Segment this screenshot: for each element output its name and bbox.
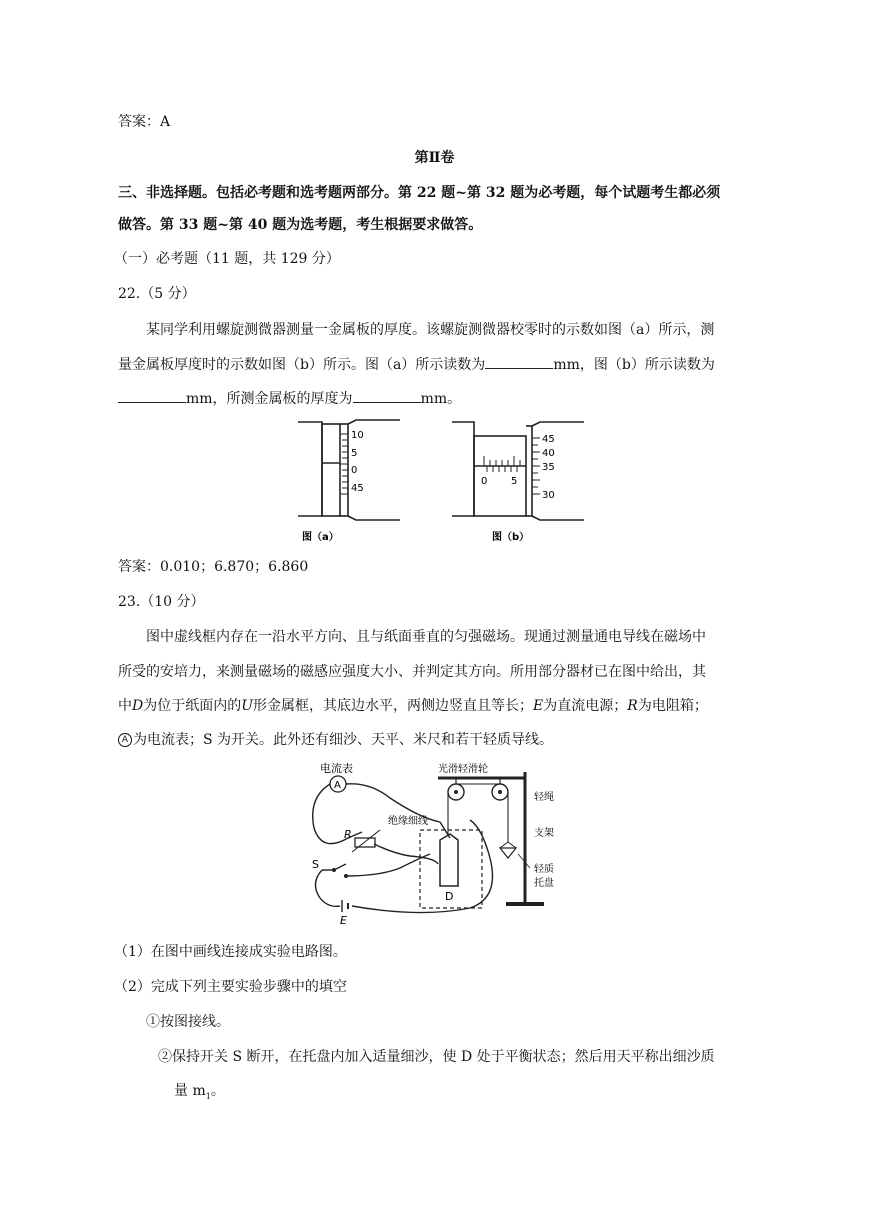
q23-line3-U: U	[241, 698, 254, 714]
fig-a-caption: 图（a）	[302, 532, 339, 543]
label-R: R	[344, 828, 352, 841]
micrometer-figure-a	[296, 418, 406, 548]
q23-step2-line2	[174, 1081, 225, 1107]
q23-step2-subscript: 1	[205, 1091, 211, 1101]
q22-text-line2-b: mm，图（b）所示读数为	[553, 357, 715, 373]
fig-b-main-scale-5: 5	[511, 476, 518, 487]
fig-a-tick-3: 45	[351, 483, 364, 494]
label-rope: 轻绳	[534, 792, 554, 803]
q23-line3-D: D	[132, 698, 144, 714]
label-S: S	[312, 858, 319, 871]
q23-line3-b: 为位于纸面内的	[143, 698, 242, 714]
q23-step2-line1: ②保持开关 S 断开，在托盘内加入适量细沙，使 D 处于平衡状态；然后用天平称出细沙质	[158, 1049, 715, 1065]
q22-text-line3	[118, 388, 461, 409]
q22-blank-b	[118, 388, 186, 403]
q23-line4-text: 为电流表；S 为开关。此外还有细沙、天平、米尺和若干轻质导线。	[133, 732, 554, 748]
label-ammeter: 电流表	[320, 762, 353, 775]
label-D: D	[445, 890, 454, 903]
q23-text-line1: 图中虚线框内存在一沿水平方向、且与纸面垂直的匀强磁场。现通过测量通电导线在磁场中	[146, 629, 706, 645]
fig-b-caption: 图（b）	[492, 532, 530, 543]
fig-a-tick-2: 0	[351, 465, 358, 476]
q23-line3-E: E	[533, 698, 544, 714]
section-heading-line1: 三、非选择题。包括必考题和选考题两部分。第 22 题~第 32 题为必考题，每个试题考生都必须	[118, 185, 721, 201]
q22-text-line2	[118, 354, 715, 375]
q23-line3-R: R	[627, 698, 638, 714]
q23-step2-end: 。	[210, 1083, 225, 1099]
q23-sub1: （1）在图中画线连接成实验电路图。	[114, 944, 347, 960]
label-tray-2: 托盘	[534, 878, 554, 889]
ammeter-icon: A	[118, 733, 132, 747]
q23-text-line3	[118, 696, 708, 716]
previous-answer: 答案：A	[118, 114, 171, 130]
fig-a-tick-1: 5	[351, 448, 358, 459]
label-insulated-thread: 绝缘细线	[388, 816, 428, 827]
q22-text-line1: 某同学利用螺旋测微器测量一金属板的厚度。该螺旋测微器校零时的示数如图（a）所示，测	[146, 322, 715, 338]
q22-text-line3-b: mm。	[420, 391, 462, 407]
q23-text-line4	[118, 730, 553, 750]
q23-line3-a: 中	[118, 698, 132, 714]
q22-number: 22.（5 分）	[118, 286, 196, 302]
q22-blank-c	[353, 388, 421, 403]
q23-line3-c: 形金属框，其底边水平，两侧边竖直且等长；	[253, 698, 534, 714]
section-heading-line2: 做答。第 33 题~第 40 题为选考题，考生根据要求做答。	[118, 217, 483, 233]
q22-answer: 答案：0.010；6.870；6.860	[118, 559, 309, 575]
fig-b-tick-3: 30	[542, 490, 555, 501]
fig-a-tick-0: 10	[351, 430, 364, 441]
q23-line3-d: 为直流电源；	[543, 698, 628, 714]
label-E: E	[340, 914, 347, 927]
required-questions-note: （一）必考题（11 题，共 129 分）	[114, 251, 340, 267]
fig-b-tick-0: 45	[542, 434, 555, 445]
q22-text-line2-a: 量金属板厚度时的示数如图（b）所示。图（a）所示读数为	[118, 357, 486, 373]
fig-b-tick-2: 35	[542, 462, 555, 473]
label-stand: 支架	[534, 828, 554, 839]
label-tray-1: 轻质	[534, 864, 554, 875]
q23-number: 23.（10 分）	[118, 594, 205, 610]
fig-b-main-scale-0: 0	[481, 476, 488, 487]
q23-line3-e: 为电阻箱；	[637, 698, 708, 714]
q23-text-line2: 所受的安培力，来测量磁场的磁感应强度大小、并判定其方向。所用部分器材已在图中给出，其	[118, 664, 706, 680]
apparatus-figure	[300, 758, 562, 928]
q23-step1: ①按图接线。	[146, 1014, 230, 1030]
q22-blank-a	[485, 354, 553, 369]
label-pulley: 光滑轻滑轮	[438, 764, 488, 775]
q23-step2-mass: 量 m	[174, 1083, 206, 1099]
part-title: 第Ⅱ卷	[414, 150, 455, 166]
q23-sub2: （2）完成下列主要实验步骤中的填空	[114, 979, 347, 995]
micrometer-figure-b	[448, 418, 588, 548]
q22-text-line3-a: mm，所测金属板的厚度为	[186, 391, 353, 407]
fig-b-tick-1: 40	[542, 448, 555, 459]
ammeter-letter: A	[334, 780, 341, 791]
